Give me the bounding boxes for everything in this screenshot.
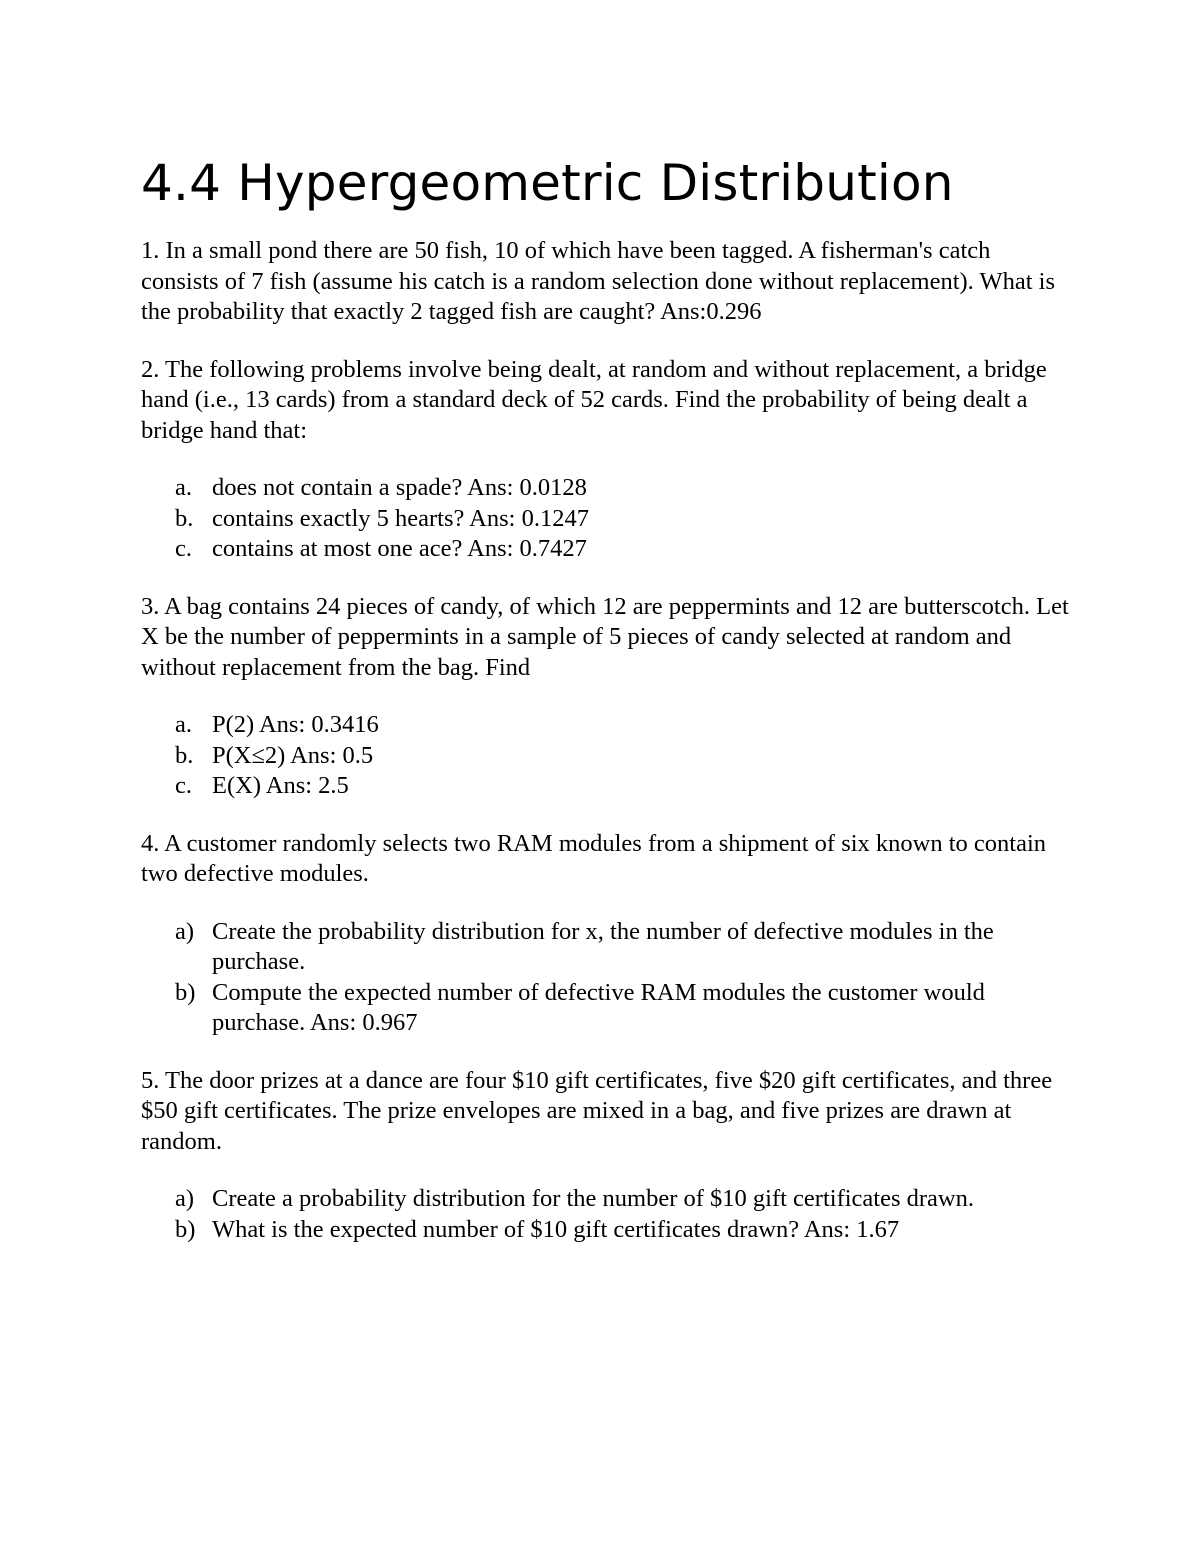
problem-5-parts	[141, 1184, 1071, 1245]
document-content	[141, 148, 1071, 1272]
list-item-text: contains at most one ace? Ans: 0.7427	[212, 535, 587, 562]
list-marker: b)	[175, 978, 196, 1006]
problem-2-parts	[141, 473, 1071, 565]
list-item	[141, 504, 1071, 535]
list-item-text: What is the expected number of $10 gift certificates drawn? Ans: 1.67	[212, 1215, 900, 1243]
list-item-text: P(X≤2) Ans: 0.5	[212, 741, 374, 769]
list-item-text: P(2) Ans: 0.3416	[212, 711, 379, 738]
list-item-text: contains exactly 5 hearts? Ans: 0.1247	[212, 504, 589, 532]
list-marker: a)	[175, 917, 195, 945]
list-item-text: E(X) Ans: 2.5	[212, 772, 349, 799]
list-marker: a.	[175, 711, 192, 738]
list-item	[141, 534, 1071, 565]
list-item-text: does not contain a spade? Ans: 0.0128	[212, 474, 587, 501]
problem-3-text: 3. A bag contains 24 pieces of candy, of which 12 are peppermints and 12 are butterscotch. Let X be the number of peppermints in a sample of 5 pieces of candy selected at random and without replacement from the bag. Find	[141, 592, 1069, 681]
list-item	[141, 1215, 1071, 1246]
problem-5-text: 5. The door prizes at a dance are four $10 gift certificates, five $20 gift certificates, and three $50 gift certificates. The prize envelopes are mixed in a bag, and five prizes are drawn at random.	[141, 1066, 1053, 1155]
list-marker: b)	[175, 1215, 196, 1243]
list-marker: a.	[175, 474, 192, 501]
problem-2-text: 2. The following problems involve being dealt, at random and without replacement, a bridge hand (i.e., 13 cards) from a standard deck of 52 cards. Find the probability of being dealt a bridge hand that:	[141, 355, 1047, 444]
list-item-text: Compute the expected number of defective RAM modules the customer would purchase. Ans: 0.967	[212, 978, 985, 1036]
list-item-text: Create the probability distribution for x, the number of defective modules in the purchase.	[212, 917, 994, 975]
problem-4-parts	[141, 917, 1071, 1039]
list-item	[141, 917, 1071, 978]
list-item	[141, 1184, 1071, 1215]
problem-4-text: 4. A customer randomly selects two RAM modules from a shipment of six known to contain two defective modules.	[141, 829, 1047, 887]
list-marker: b.	[175, 504, 194, 532]
page-title: 4.4 Hypergeometric Distribution	[141, 154, 954, 212]
problem-3-parts	[141, 710, 1071, 802]
list-marker: a)	[175, 1185, 195, 1212]
list-marker: b.	[175, 741, 194, 769]
list-item	[141, 710, 1071, 741]
list-item	[141, 978, 1071, 1039]
list-item	[141, 473, 1071, 504]
list-marker: c.	[175, 772, 192, 799]
list-marker: c.	[175, 535, 192, 562]
list-item	[141, 741, 1071, 772]
list-item-text: Create a probability distribution for the number of $10 gift certificates drawn.	[212, 1185, 974, 1212]
list-item	[141, 771, 1071, 802]
problem-1-text: 1. In a small pond there are 50 fish, 10 of which have been tagged. A fisherman's catch consists of 7 fish (assume his catch is a random selection done without replacement). What is the probability that exactly 2 tagged fish are caught? Ans:0.296	[141, 237, 1055, 325]
